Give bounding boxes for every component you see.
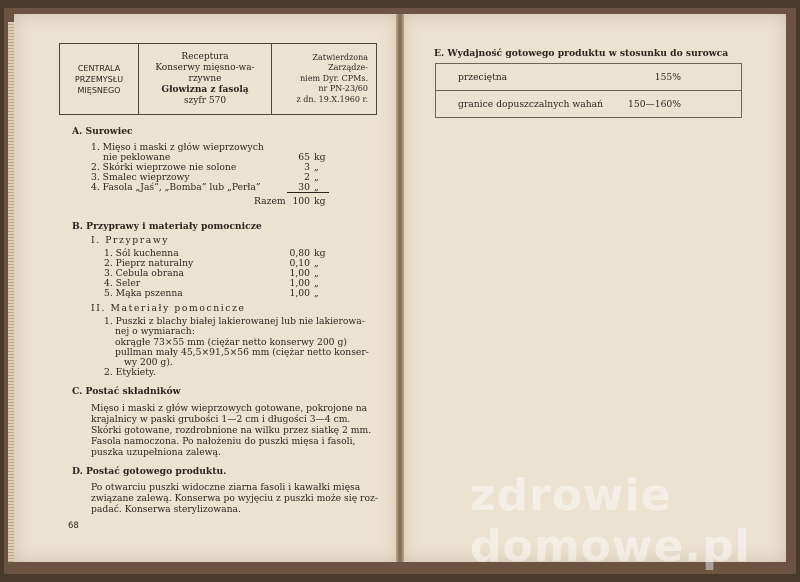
total-qty: 100 bbox=[292, 196, 310, 207]
watermark: zdrowie domowe.pl bbox=[470, 470, 751, 572]
section-a-title: A. Surowiec bbox=[72, 126, 133, 137]
aux-line: okrągłe 73×55 mm (ciężar netto konserwy 200 g) bbox=[115, 337, 347, 348]
yield-value: 155% bbox=[654, 71, 681, 83]
yield-value: 150—160% bbox=[628, 98, 681, 110]
total-unit: kg bbox=[314, 196, 326, 207]
header-org: CENTRALA PRZEMYSŁU MIĘSNEGO bbox=[60, 44, 139, 114]
spice-label: 5. Mąka pszenna bbox=[104, 288, 183, 299]
subsection-spices: I. Przyprawy bbox=[91, 235, 170, 246]
paragraph-line: puszka uzupełniona zalewą. bbox=[91, 447, 221, 458]
ingredient-label: 4. Fasola „Jaś”, „Bomba” lub „Perła” bbox=[91, 182, 261, 193]
recipe-header-table bbox=[59, 43, 377, 115]
aux-line: pullman mały 45,5×91,5×56 mm (ciężar netto konser- bbox=[115, 347, 369, 358]
spice-qty: 1,00 bbox=[289, 288, 310, 299]
spice-unit: „ bbox=[314, 278, 319, 289]
spice-unit: „ bbox=[314, 258, 319, 269]
ingredient-unit: „ bbox=[314, 162, 319, 173]
aux-line: 2. Etykiety. bbox=[104, 367, 156, 378]
paragraph-line: Po otwarciu puszki widoczne ziarna fasoli i kawałki mięsa bbox=[91, 482, 361, 493]
header-approval: Zatwierdzona Zarządze- niem Dyr. CPMs. nr PN-23/60 z dn. 19.X.1960 r. bbox=[296, 52, 368, 104]
table-row bbox=[436, 64, 741, 90]
paragraph-line: Mięso i maski z głów wieprzowych gotowane, pokrojone na bbox=[91, 403, 368, 414]
table-row bbox=[436, 90, 741, 117]
ingredient-label: 2. Skórki wieprzowe nie solone bbox=[91, 162, 237, 173]
book-spine bbox=[396, 14, 404, 562]
ingredient-unit: „ bbox=[314, 182, 319, 193]
spice-unit: kg bbox=[314, 248, 326, 259]
total-label: Razem bbox=[254, 196, 286, 207]
header-recipe: Receptura Konserwy mięsno-wa- rzywne Głowizna z fasolą szyfr 570 bbox=[139, 44, 272, 114]
yield-label: granice dopuszczalnych wahań bbox=[458, 98, 604, 110]
aux-line: nej o wymiarach: bbox=[115, 326, 195, 337]
paragraph-line: padać. Konserwa sterylizowana. bbox=[91, 504, 241, 515]
spice-qty: 0,80 bbox=[289, 248, 310, 259]
subsection-aux-materials: II. Materiały pomocnicze bbox=[91, 303, 246, 314]
page-number: 68 bbox=[68, 521, 79, 531]
spice-qty: 0,10 bbox=[289, 258, 310, 269]
ingredient-qty: 65 bbox=[298, 152, 310, 163]
yield-label: przeciętna bbox=[458, 71, 508, 83]
ingredient-unit: kg bbox=[314, 152, 326, 163]
paragraph-line: Skórki gotowane, rozdrobnione na wilku przez siatkę 2 mm. bbox=[91, 425, 372, 436]
spice-qty: 1,00 bbox=[289, 268, 310, 279]
ingredient-qty: 30 bbox=[298, 182, 310, 193]
spice-label: 1. Sól kuchenna bbox=[104, 248, 179, 259]
spice-label: 3. Cebula obrana bbox=[104, 268, 184, 279]
spice-label: 2. Pieprz naturalny bbox=[104, 258, 194, 269]
spice-label: 4. Seler bbox=[104, 278, 141, 289]
ingredient-label: 3. Smalec wieprzowy bbox=[91, 172, 190, 183]
paragraph-line: Fasola namoczona. Po nałożeniu do puszki mięsa i fasoli, bbox=[91, 436, 356, 447]
ingredient-qty: 3 bbox=[304, 162, 310, 173]
ingredient-label: nie peklowane bbox=[103, 152, 171, 163]
section-b-title: B. Przyprawy i materiały pomocnicze bbox=[72, 221, 262, 232]
ingredient-unit: „ bbox=[314, 172, 319, 183]
aux-line: 1. Puszki z blachy białej lakierowanej lub nie lakierowa- bbox=[104, 316, 365, 327]
spice-qty: 1,00 bbox=[289, 278, 310, 289]
ingredient-label: 1. Mięso i maski z głów wieprzowych bbox=[91, 142, 264, 153]
ingredient-qty: 2 bbox=[304, 172, 310, 183]
sum-line bbox=[287, 192, 329, 193]
yield-table bbox=[435, 63, 742, 118]
spice-unit: „ bbox=[314, 288, 319, 299]
paragraph-line: krajalnicy w paski grubości 1—2 cm i długości 3—4 cm. bbox=[91, 414, 351, 425]
aux-line: wy 200 g). bbox=[124, 357, 173, 368]
section-c-title: C. Postać składników bbox=[72, 386, 181, 397]
paragraph-line: związane zalewą. Konserwa po wyjęciu z puszki może się roz- bbox=[91, 493, 378, 504]
section-d-title: D. Postać gotowego produktu. bbox=[72, 466, 227, 477]
section-e-title: E. Wydajność gotowego produktu w stosunku do surowca bbox=[434, 48, 729, 59]
spice-unit: „ bbox=[314, 268, 319, 279]
